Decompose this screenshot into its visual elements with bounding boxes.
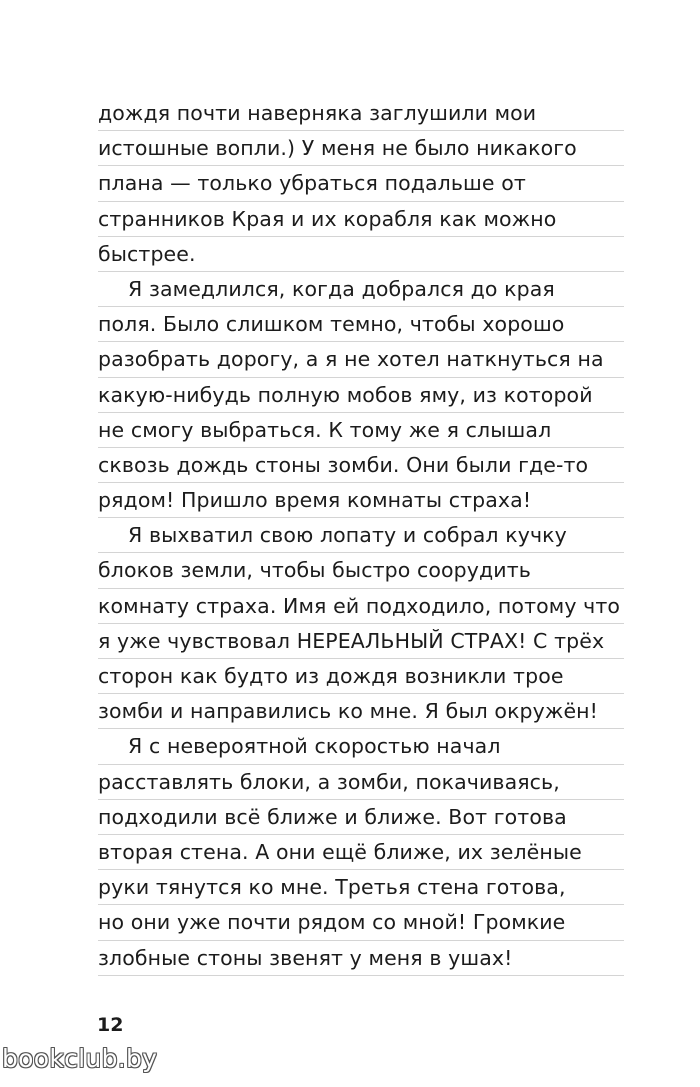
page-number: 12	[97, 1014, 124, 1036]
text-line: расставлять блоки, а зомби, покачиваясь,	[98, 765, 624, 800]
text-line: какую-нибудь полную мобов яму, из которой	[98, 378, 624, 413]
paragraph-start-line: Я замедлился, когда добрался до края	[98, 272, 624, 307]
text-line: сквозь дождь стоны зомби. Они были где-то	[98, 448, 624, 483]
text-line: не смогу выбраться. К тому же я слышал	[98, 413, 624, 448]
text-line: блоков земли, чтобы быстро соорудить	[98, 553, 624, 588]
text-line: руки тянутся ко мне. Третья стена готова,	[98, 870, 624, 905]
text-line: плана — только убраться подальше от	[98, 166, 624, 201]
text-line: вторая стена. А они ещё ближе, их зелёные	[98, 835, 624, 870]
text-line: но они уже почти рядом со мной! Громкие	[98, 905, 624, 940]
text-line: странников Края и их корабля как можно	[98, 202, 624, 237]
text-line: разобрать дорогу, а я не хотел наткнуться на	[98, 342, 624, 377]
text-line: сторон как будто из дождя возникли трое	[98, 659, 624, 694]
paragraph-start-line: Я выхватил свою лопату и собрал кучку	[98, 518, 624, 553]
text-line: комнату страха. Имя ей подходило, потому что	[98, 589, 624, 624]
body-text	[98, 96, 624, 976]
text-line: зомби и направились ко мне. Я был окружён!	[98, 694, 624, 729]
text-line: я уже чувствовал НЕРЕАЛЬНЫЙ СТРАХ! С трёх	[98, 624, 624, 659]
text-line: быстрее.	[98, 237, 624, 272]
paragraph-start-line: Я с невероятной скоростью начал	[98, 729, 624, 764]
text-line: поля. Было слишком темно, чтобы хорошо	[98, 307, 624, 342]
text-line: подходили всё ближе и ближе. Вот готова	[98, 800, 624, 835]
text-line: злобные стоны звенят у меня в ушах!	[98, 941, 624, 976]
text-line: рядом! Пришло время комнаты страха!	[98, 483, 624, 518]
text-line: истошные вопли.) У меня не было никакого	[98, 131, 624, 166]
text-line: дождя почти наверняка заглушили мои	[98, 96, 624, 131]
watermark: bookclub.by	[2, 1044, 158, 1073]
